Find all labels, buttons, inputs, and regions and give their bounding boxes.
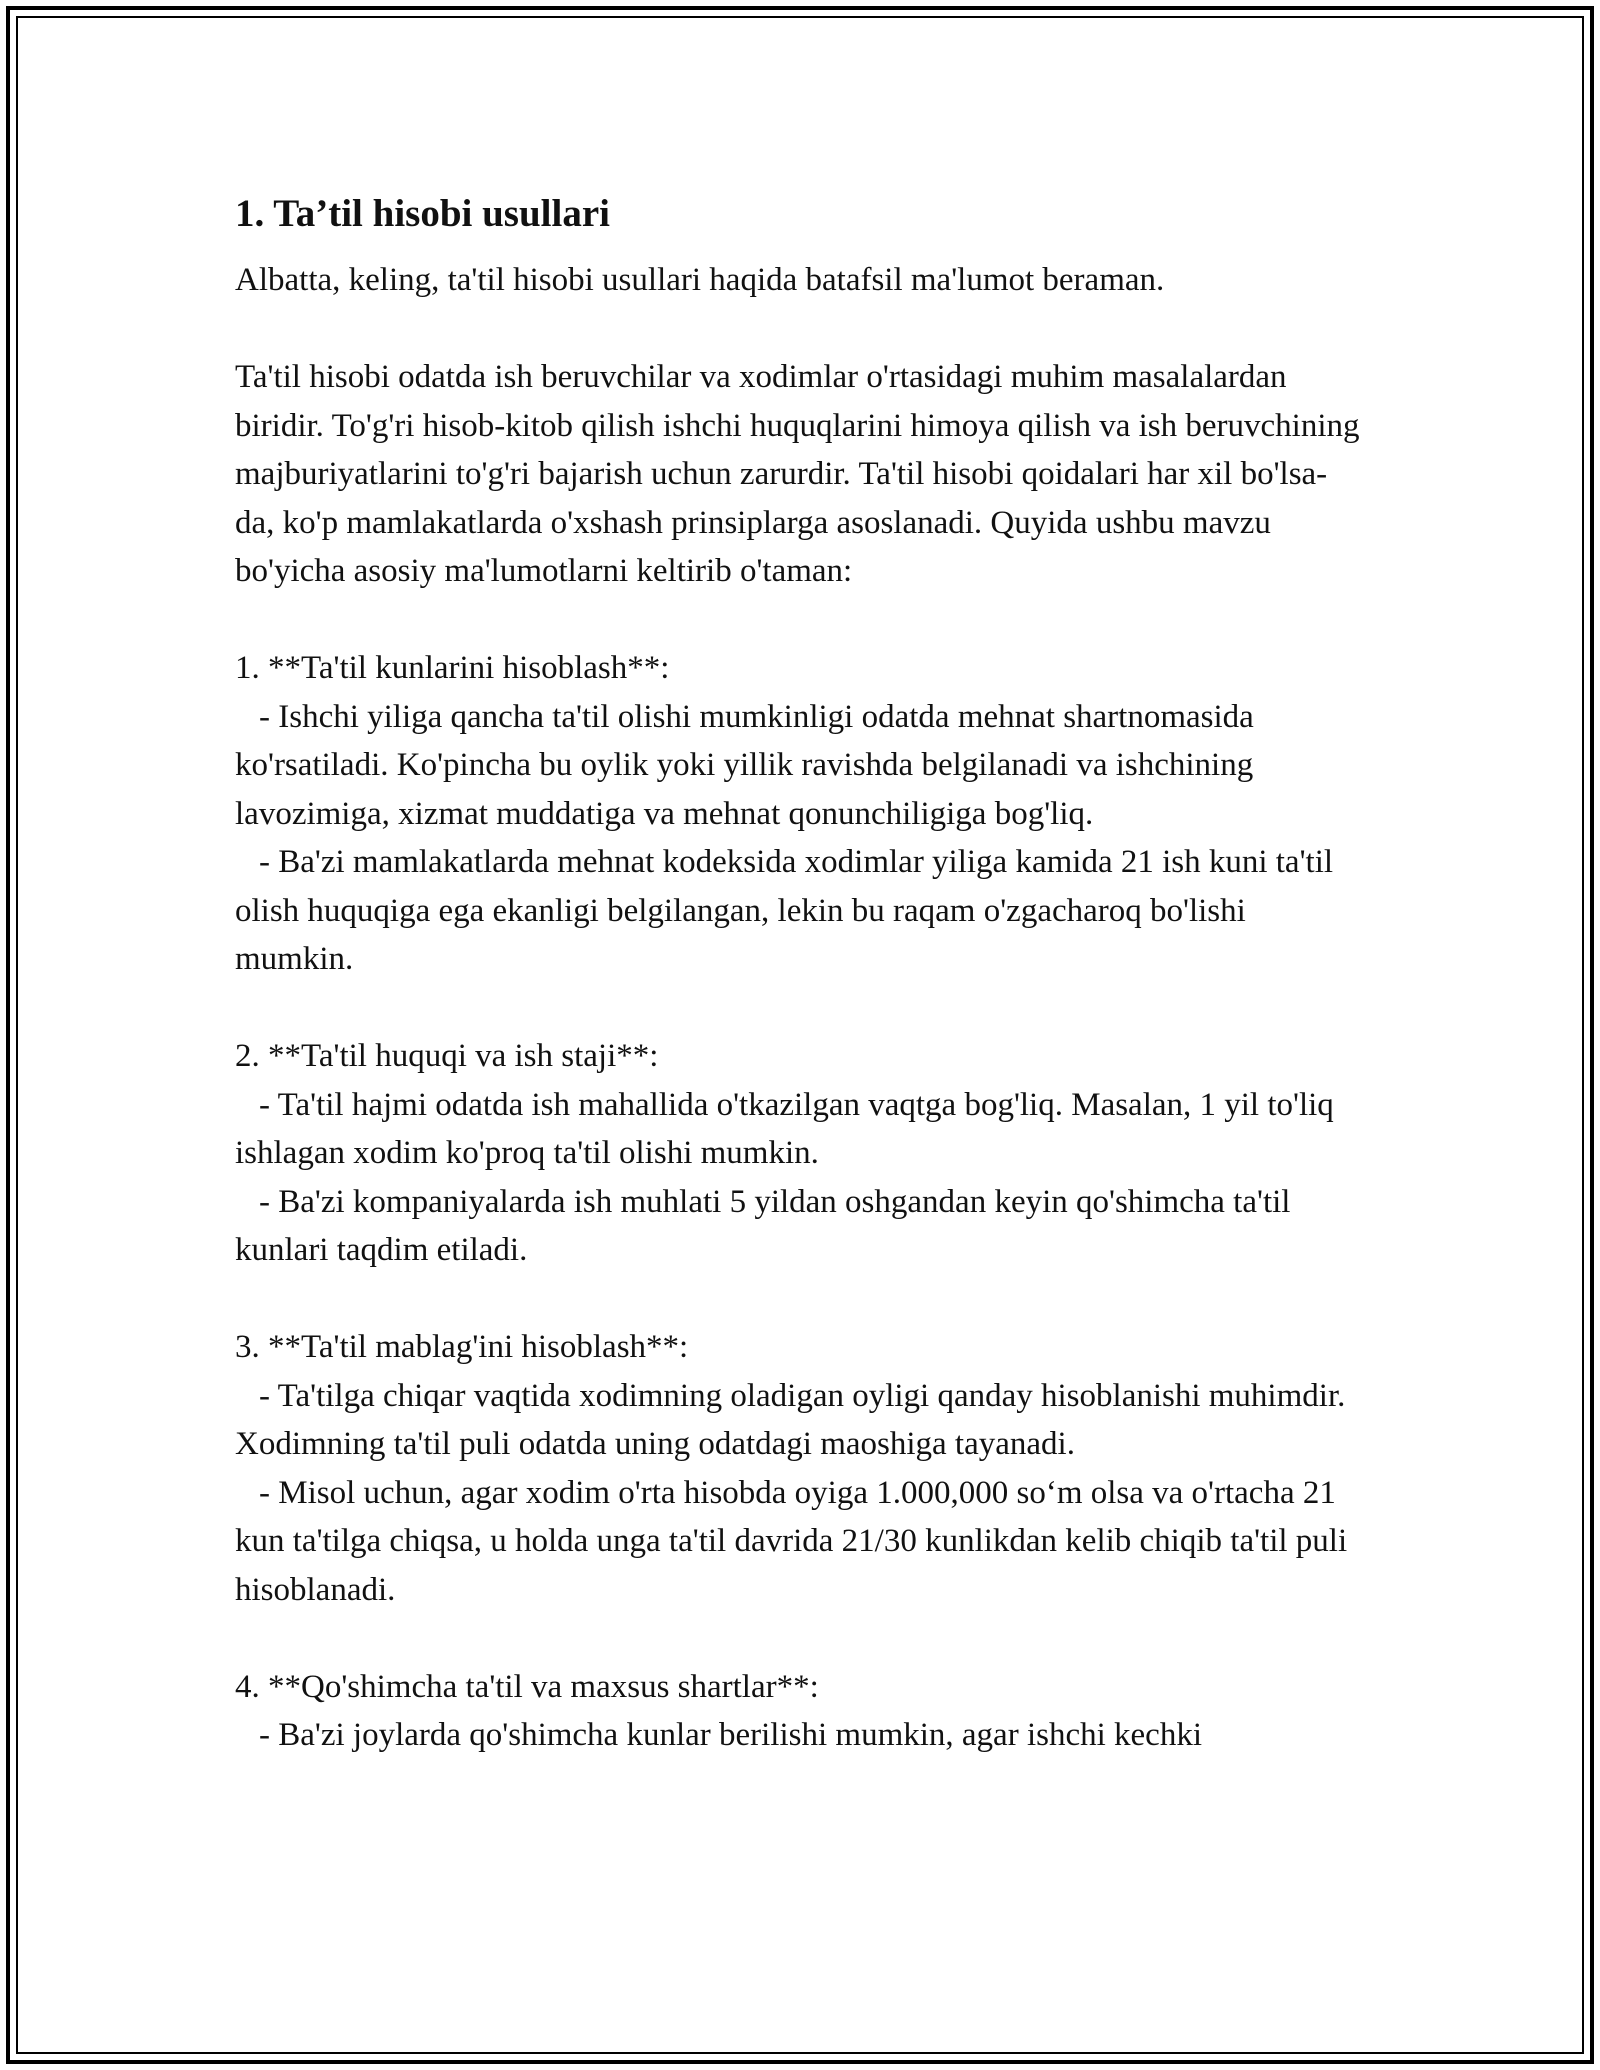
list-item-title: 2. **Ta'til huquqi va ish staji**: xyxy=(235,1038,659,1074)
list-item-title: 1. **Ta'til kunlarini hisoblash**: xyxy=(235,650,670,686)
list-item-bullet: - Ta'tilga chiqar vaqtida xodimning oladigan oyligi qanday hisoblanishi muhimdir. Xodimning ta'til puli odatda uning odatdagi maoshiga tayanadi. xyxy=(235,1377,1346,1462)
list-item xyxy=(235,1032,1365,1275)
list-item-bullet: - Ishchi yiliga qancha ta'til olishi mumkinligi odatda mehnat shartnomasida ko'rsatiladi. Ko'pincha bu oylik yoki yillik ravishda belgilanadi va ishchining lavozimiga, xizmat muddatiga va mehnat qonunchiligiga bog'liq. xyxy=(235,698,1254,832)
section-heading: 1. Ta’til hisobi usullari xyxy=(235,192,610,235)
list-item-bullet: - Ba'zi kompaniyalarda ish muhlati 5 yildan oshgandan keyin qo'shimcha ta'til kunlari taqdim etiladi. xyxy=(235,1183,1291,1268)
list-item xyxy=(235,1663,1365,1760)
list-item-bullet: - Ba'zi joylarda qo'shimcha kunlar berilishi mumkin, agar ishchi kechki xyxy=(259,1717,1202,1753)
document-body xyxy=(235,186,1365,1808)
list-item-title: 4. **Qo'shimcha ta'til va maxsus shartlar**: xyxy=(235,1668,819,1705)
list-item-bullet: - Ta'til hajmi odatda ish mahallida o'tkazilgan vaqtga bog'liq. Masalan, 1 yil to'liq ishlagan xodim ko'proq ta'til olishi mumkin. xyxy=(235,1086,1334,1171)
list-item-bullet: - Misol uchun, agar xodim o'rta hisobda oyiga 1.000,000 so‘m olsa va o'rtacha 21 kun ta'tilga chiqsa, u holda unga ta'til davrida 21/30 kunlikdan kelib chiqib ta'til puli hisoblanadi. xyxy=(235,1474,1348,1608)
list-item-bullet: - Ba'zi mamlakatlarda mehnat kodeksida xodimlar yiliga kamida 21 ish kuni ta'til olish huquqiga ega ekanligi belgilangan, lekin bu raqam o'zgacharoq bo'lishi mumkin. xyxy=(235,844,1334,977)
list-item xyxy=(235,644,1365,984)
overview-paragraph: Ta'til hisobi odatda ish beruvchilar va xodimlar o'rtasidagi muhim masalalardan biridir. To'g'ri hisob-kitob qilish ishchi huquqlarini himoya qilish va ish beruvchining majburiyatlarini to'g'ri bajarish uchun zarurdir. Ta'til hisobi qoidalari har xil bo'lsa-da, ko'p mamlakatlarda o'xshash prinsiplarga asoslanadi. Quyida ushbu mavzu bo'yicha asosiy ma'lumotlarni keltirib o'taman: xyxy=(235,359,1360,589)
list-item xyxy=(235,1323,1365,1614)
list-item-title: 3. **Ta'til mablag'ini hisoblash**: xyxy=(235,1329,689,1365)
intro-paragraph: Albatta, keling, ta'til hisobi usullari haqida batafsil ma'lumot beraman. xyxy=(235,262,1165,298)
